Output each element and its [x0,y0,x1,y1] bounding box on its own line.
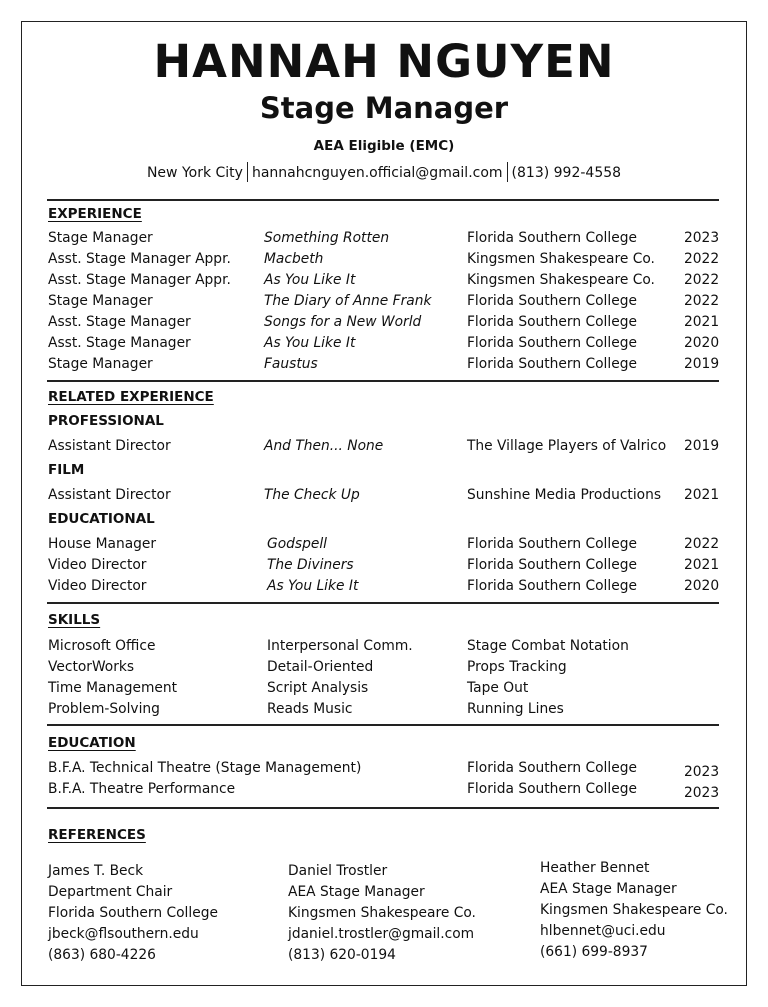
section-divider [47,380,719,382]
rel-venue: The Village Players of Valrico [467,438,667,454]
exp-year: 2020 [684,335,720,351]
professional-subheading: PROFESSIONAL [48,413,164,429]
skill-item: Problem-Solving [48,701,160,717]
rel-role: Assistant Director [48,438,171,454]
skill-item: VectorWorks [48,659,135,675]
reference-org: Florida Southern College [48,905,218,921]
edu-degree: B.F.A. Technical Theatre (Stage Management) [48,760,362,776]
exp-venue: Kingsmen Shakespeare Co. [467,272,655,288]
exp-year: 2019 [684,356,720,372]
reference-phone[interactable]: (863) 680-4226 [48,947,156,963]
contact-email[interactable]: hannahcnguyen.official@gmail.com [251,165,503,181]
rel-venue: Florida Southern College [467,578,637,594]
exp-year: 2023 [684,230,720,246]
exp-year: 2021 [684,314,720,330]
section-divider [47,807,719,809]
rel-year: 2021 [684,557,720,573]
exp-venue: Florida Southern College [467,314,637,330]
rel-role: Assistant Director [48,487,171,503]
exp-role: Stage Manager [48,356,153,372]
related-experience-heading: RELATED EXPERIENCE [48,389,214,405]
reference-name: Daniel Trostler [288,863,388,879]
exp-year: 2022 [684,272,720,288]
contact-phone[interactable]: (813) 992-4558 [511,165,622,181]
reference-name: James T. Beck [48,863,144,879]
education-heading: EDUCATION [48,735,136,751]
reference-title: AEA Stage Manager [288,884,425,900]
reference-org: Kingsmen Shakespeare Co. [288,905,476,921]
edu-school: Florida Southern College [467,760,637,776]
exp-show: Faustus [264,356,318,372]
exp-role: Asst. Stage Manager Appr. [48,272,231,288]
skill-item: Interpersonal Comm. [267,638,413,654]
reference-card [288,861,476,966]
exp-venue: Florida Southern College [467,335,637,351]
contact-city: New York City [146,165,243,181]
rel-role: House Manager [48,536,157,552]
edu-year: 2023 [684,764,720,780]
exp-show: Songs for a New World [264,314,422,330]
exp-show: As You Like It [264,272,356,288]
reference-title: AEA Stage Manager [540,881,677,897]
reference-title: Department Chair [48,884,173,900]
reference-phone[interactable]: (813) 620-0194 [288,947,396,963]
reference-email[interactable]: hlbennet@uci.edu [540,923,666,939]
edu-school: Florida Southern College [467,781,637,797]
reference-card [540,858,728,963]
union-status: AEA Eligible (EMC) [313,138,455,154]
rel-show: The Check Up [264,487,360,503]
film-subheading: FILM [48,462,85,478]
exp-show: The Diary of Anne Frank [264,293,432,309]
section-divider [47,602,719,604]
skill-item: Detail-Oriented [267,659,374,675]
skill-item: Props Tracking [467,659,567,675]
reference-phone[interactable]: (661) 699-8937 [540,944,648,960]
rel-show: And Then... None [264,438,384,454]
rel-venue: Florida Southern College [467,557,637,573]
rel-year: 2022 [684,536,720,552]
rel-year: 2021 [684,487,720,503]
exp-show: Macbeth [264,251,324,267]
reference-name: Heather Bennet [540,860,650,876]
exp-year: 2022 [684,293,720,309]
section-divider [47,199,719,201]
exp-role: Asst. Stage Manager Appr. [48,251,231,267]
exp-venue: Florida Southern College [467,293,637,309]
rel-venue: Sunshine Media Productions [467,487,662,503]
exp-show: Something Rotten [264,230,390,246]
skill-item: Microsoft Office [48,638,156,654]
edu-degree: B.F.A. Theatre Performance [48,781,236,797]
skill-item: Time Management [48,680,178,696]
skill-item: Script Analysis [267,680,369,696]
skill-item: Stage Combat Notation [467,638,629,654]
rel-year: 2019 [684,438,720,454]
applicant-name: HANNAH NGUYEN [153,35,615,88]
rel-role: Video Director [48,578,147,594]
exp-role: Asst. Stage Manager [48,314,191,330]
exp-venue: Florida Southern College [467,230,637,246]
edu-year: 2023 [684,785,720,801]
reference-card [48,861,218,966]
rel-show: As You Like It [267,578,359,594]
experience-heading: EXPERIENCE [48,206,142,222]
exp-venue: Florida Southern College [467,356,637,372]
job-title: Stage Manager [259,91,509,125]
educational-subheading: EDUCATIONAL [48,511,155,527]
exp-year: 2022 [684,251,720,267]
rel-year: 2020 [684,578,720,594]
contact-line [0,162,768,184]
reference-email[interactable]: jbeck@flsouthern.edu [48,926,199,942]
section-divider [47,724,719,726]
reference-email[interactable]: jdaniel.trostler@gmail.com [288,926,475,942]
skill-item: Reads Music [267,701,353,717]
exp-venue: Kingsmen Shakespeare Co. [467,251,655,267]
exp-show: As You Like It [264,335,356,351]
skills-heading: SKILLS [48,612,101,628]
rel-role: Video Director [48,557,147,573]
skill-item: Tape Out [467,680,529,696]
contact-divider [247,162,248,182]
rel-show: Godspell [267,536,327,552]
references-heading: REFERENCES [48,827,146,843]
exp-role: Stage Manager [48,230,153,246]
exp-role: Stage Manager [48,293,153,309]
rel-venue: Florida Southern College [467,536,637,552]
exp-role: Asst. Stage Manager [48,335,191,351]
skill-item: Running Lines [467,701,564,717]
reference-org: Kingsmen Shakespeare Co. [540,902,728,918]
contact-divider [507,162,508,182]
rel-show: The Diviners [267,557,354,573]
